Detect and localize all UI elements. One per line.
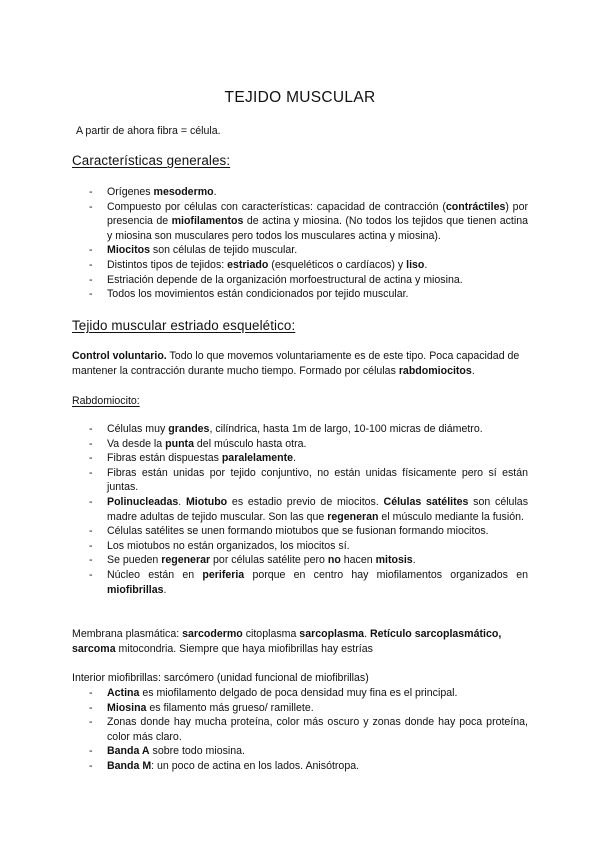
text-run: sobre todo miosina. xyxy=(149,745,245,758)
text-run: citoplasma xyxy=(242,628,300,640)
bold-term: Células satélites xyxy=(383,495,469,508)
list-item xyxy=(72,437,528,452)
text-run: Núcleo están en xyxy=(107,568,203,581)
text-run: Orígenes xyxy=(107,186,154,198)
text-run: . xyxy=(178,495,186,508)
bold-term: Actina xyxy=(107,687,140,699)
text-run: es miofilamento delgado de poca densidad muy fina es el principal. xyxy=(139,687,458,699)
text-run: Membrana plasmática: xyxy=(72,628,183,640)
bold-term: punta xyxy=(165,437,194,450)
dash-bullet: - xyxy=(89,200,93,213)
text-run: mitocondria. Siempre que haya miofibrillas hay estrías xyxy=(115,642,373,655)
bold-term: Banda M xyxy=(107,759,152,772)
text-run: . xyxy=(213,186,217,198)
dash-bullet: - xyxy=(89,539,93,552)
list-item xyxy=(72,200,528,244)
list-item xyxy=(72,287,528,302)
bold-term: Retículo sarcoplasmático, sarcoma xyxy=(72,628,502,655)
bold-term: rabdomiocitos xyxy=(398,364,472,377)
bold-term: Miotubo xyxy=(185,495,228,508)
text-run: son células madre adultas de tejido muscular. Son las que xyxy=(107,495,528,523)
bold-term: mesodermo xyxy=(153,186,214,198)
list-item xyxy=(72,759,528,774)
text-run: Los miotubos no están organizados, los miocitos sí. xyxy=(107,539,350,552)
text-run: . xyxy=(471,364,475,377)
dash-bullet: - xyxy=(89,437,93,450)
bold-term: contráctiles xyxy=(445,200,506,213)
list-item xyxy=(72,686,528,701)
list-item xyxy=(72,568,528,597)
list-item xyxy=(72,258,528,273)
rabdomiocito-list xyxy=(72,422,528,597)
text-run: . xyxy=(293,452,297,465)
list-item xyxy=(72,701,528,716)
bold-term: sarcodermo xyxy=(182,628,243,640)
list-item xyxy=(72,185,528,200)
bold-term: sarcoplasma xyxy=(299,628,365,640)
dash-bullet: - xyxy=(89,687,93,699)
skeletal-paragraph xyxy=(72,349,528,378)
text-run: . xyxy=(412,554,416,567)
text-run: (esqueléticos o cardíacos) y xyxy=(268,258,407,271)
membrana-paragraph xyxy=(72,627,528,656)
bold-term: no xyxy=(327,554,341,567)
list-item xyxy=(72,495,528,524)
dash-bullet: - xyxy=(89,525,93,538)
bold-term: estriado xyxy=(227,258,269,271)
page-title: TEJIDO MUSCULAR xyxy=(224,89,376,106)
text-run: Células muy xyxy=(107,423,169,435)
text-run: Todo lo que movemos voluntariamente es de este tipo. Poca capacidad de mantener la contracción durante mucho tiempo. Formado por células xyxy=(72,350,520,377)
text-run: Va desde la xyxy=(107,437,166,450)
bold-term: mitosis xyxy=(375,554,413,567)
bold-term: Miocitos xyxy=(107,244,150,257)
dash-bullet: - xyxy=(89,258,93,271)
rabdomiocito-heading: Rabdomiocito: xyxy=(72,395,140,407)
text-run: Se pueden xyxy=(107,554,162,567)
dash-bullet: - xyxy=(89,745,93,758)
dash-bullet: - xyxy=(89,716,93,729)
text-run: Fibras están dispuestas xyxy=(107,452,222,465)
bold-term: Miosina xyxy=(107,701,147,714)
bold-term: Polinucleadas xyxy=(107,495,179,508)
list-item xyxy=(72,715,528,744)
list-item xyxy=(72,273,528,288)
text-run: Zonas donde hay mucha proteína, color más oscuro y zonas donde hay poca proteína, color más claro. xyxy=(107,716,528,743)
text-run: por células satélite pero xyxy=(210,554,328,567)
bold-term: liso xyxy=(406,258,425,271)
list-item xyxy=(72,422,528,437)
text-run: Distintos tipos de tejidos: xyxy=(107,258,228,271)
text-run: Todos los movimientos están condicionados por tejido muscular. xyxy=(107,288,409,301)
bold-term: paralelamente xyxy=(221,452,294,465)
text-run: Células satélites se unen formando miotubos que se fusionan formando miocitos. xyxy=(107,525,489,538)
text-run: . xyxy=(163,583,167,596)
dash-bullet: - xyxy=(89,554,93,567)
section-heading-skeletal: Tejido muscular estriado esquelético: xyxy=(72,318,296,333)
dash-bullet: - xyxy=(89,423,93,435)
list-item xyxy=(72,553,528,568)
text-run: . xyxy=(364,628,370,640)
text-run: del músculo hasta otra. xyxy=(193,437,307,450)
dash-bullet: - xyxy=(89,288,93,301)
intro-text: A partir de ahora fibra = célula. xyxy=(76,125,221,137)
dash-bullet: - xyxy=(89,244,93,257)
bold-term: regenerar xyxy=(161,554,211,567)
dash-bullet: - xyxy=(89,701,93,714)
dash-bullet: - xyxy=(89,186,93,198)
bold-term: miofibrillas xyxy=(107,583,164,596)
text-run: porque en centro hay miofilamentos organizados en xyxy=(244,568,528,581)
text-run: el músculo mediante la fusión. xyxy=(378,510,524,523)
general-list xyxy=(72,185,528,302)
dash-bullet: - xyxy=(89,568,93,581)
text-run: Estriación depende de la organización morfoestructural de actina y miosina. xyxy=(107,273,463,286)
text-run: son células de tejido muscular. xyxy=(149,244,298,257)
text-run: ) por presencia de xyxy=(107,200,528,228)
list-item xyxy=(72,466,528,495)
text-run: : un poco de actina en los lados. Anisótropa. xyxy=(151,759,360,772)
list-item xyxy=(72,524,528,539)
interior-list xyxy=(72,686,528,774)
bold-term: Banda A xyxy=(107,745,150,758)
dash-bullet: - xyxy=(89,452,93,465)
bold-term: grandes xyxy=(168,423,210,435)
text-run: es filamento más grueso/ ramillete. xyxy=(146,701,314,714)
text-run: . xyxy=(424,258,428,271)
list-item xyxy=(72,243,528,258)
text-run: es estadio previo de miocitos. xyxy=(227,495,384,508)
list-item xyxy=(72,451,528,466)
bold-term: Control voluntario. xyxy=(72,350,167,362)
dash-bullet: - xyxy=(89,466,93,479)
section-heading-general: Características generales: xyxy=(72,153,231,168)
dash-bullet: - xyxy=(89,495,93,508)
dash-bullet: - xyxy=(89,273,93,286)
list-item xyxy=(72,744,528,759)
bold-term: regeneran xyxy=(327,510,379,523)
list-item xyxy=(72,539,528,554)
text-run: , cilíndrica, hasta 1m de largo, 10-100 micras de diámetro. xyxy=(209,423,483,435)
bold-term: periferia xyxy=(202,568,245,581)
bold-term: miofilamentos xyxy=(171,215,244,228)
interior-heading: Interior miofibrillas: sarcómero (unidad funcional de miofibrillas) xyxy=(72,672,369,684)
text-run: Compuesto por células con características: capacidad de contracción ( xyxy=(107,200,446,213)
text-run: de actina y miosina. (No todos los tejidos que tienen actina y miosina son musculares pero todos los musculares actina y miosina). xyxy=(107,215,528,242)
text-run: hacen xyxy=(340,554,376,567)
text-run: Fibras están unidas por tejido conjuntivo, no están unidas físicamente pero sí están juntas. xyxy=(107,466,528,494)
dash-bullet: - xyxy=(89,759,93,772)
